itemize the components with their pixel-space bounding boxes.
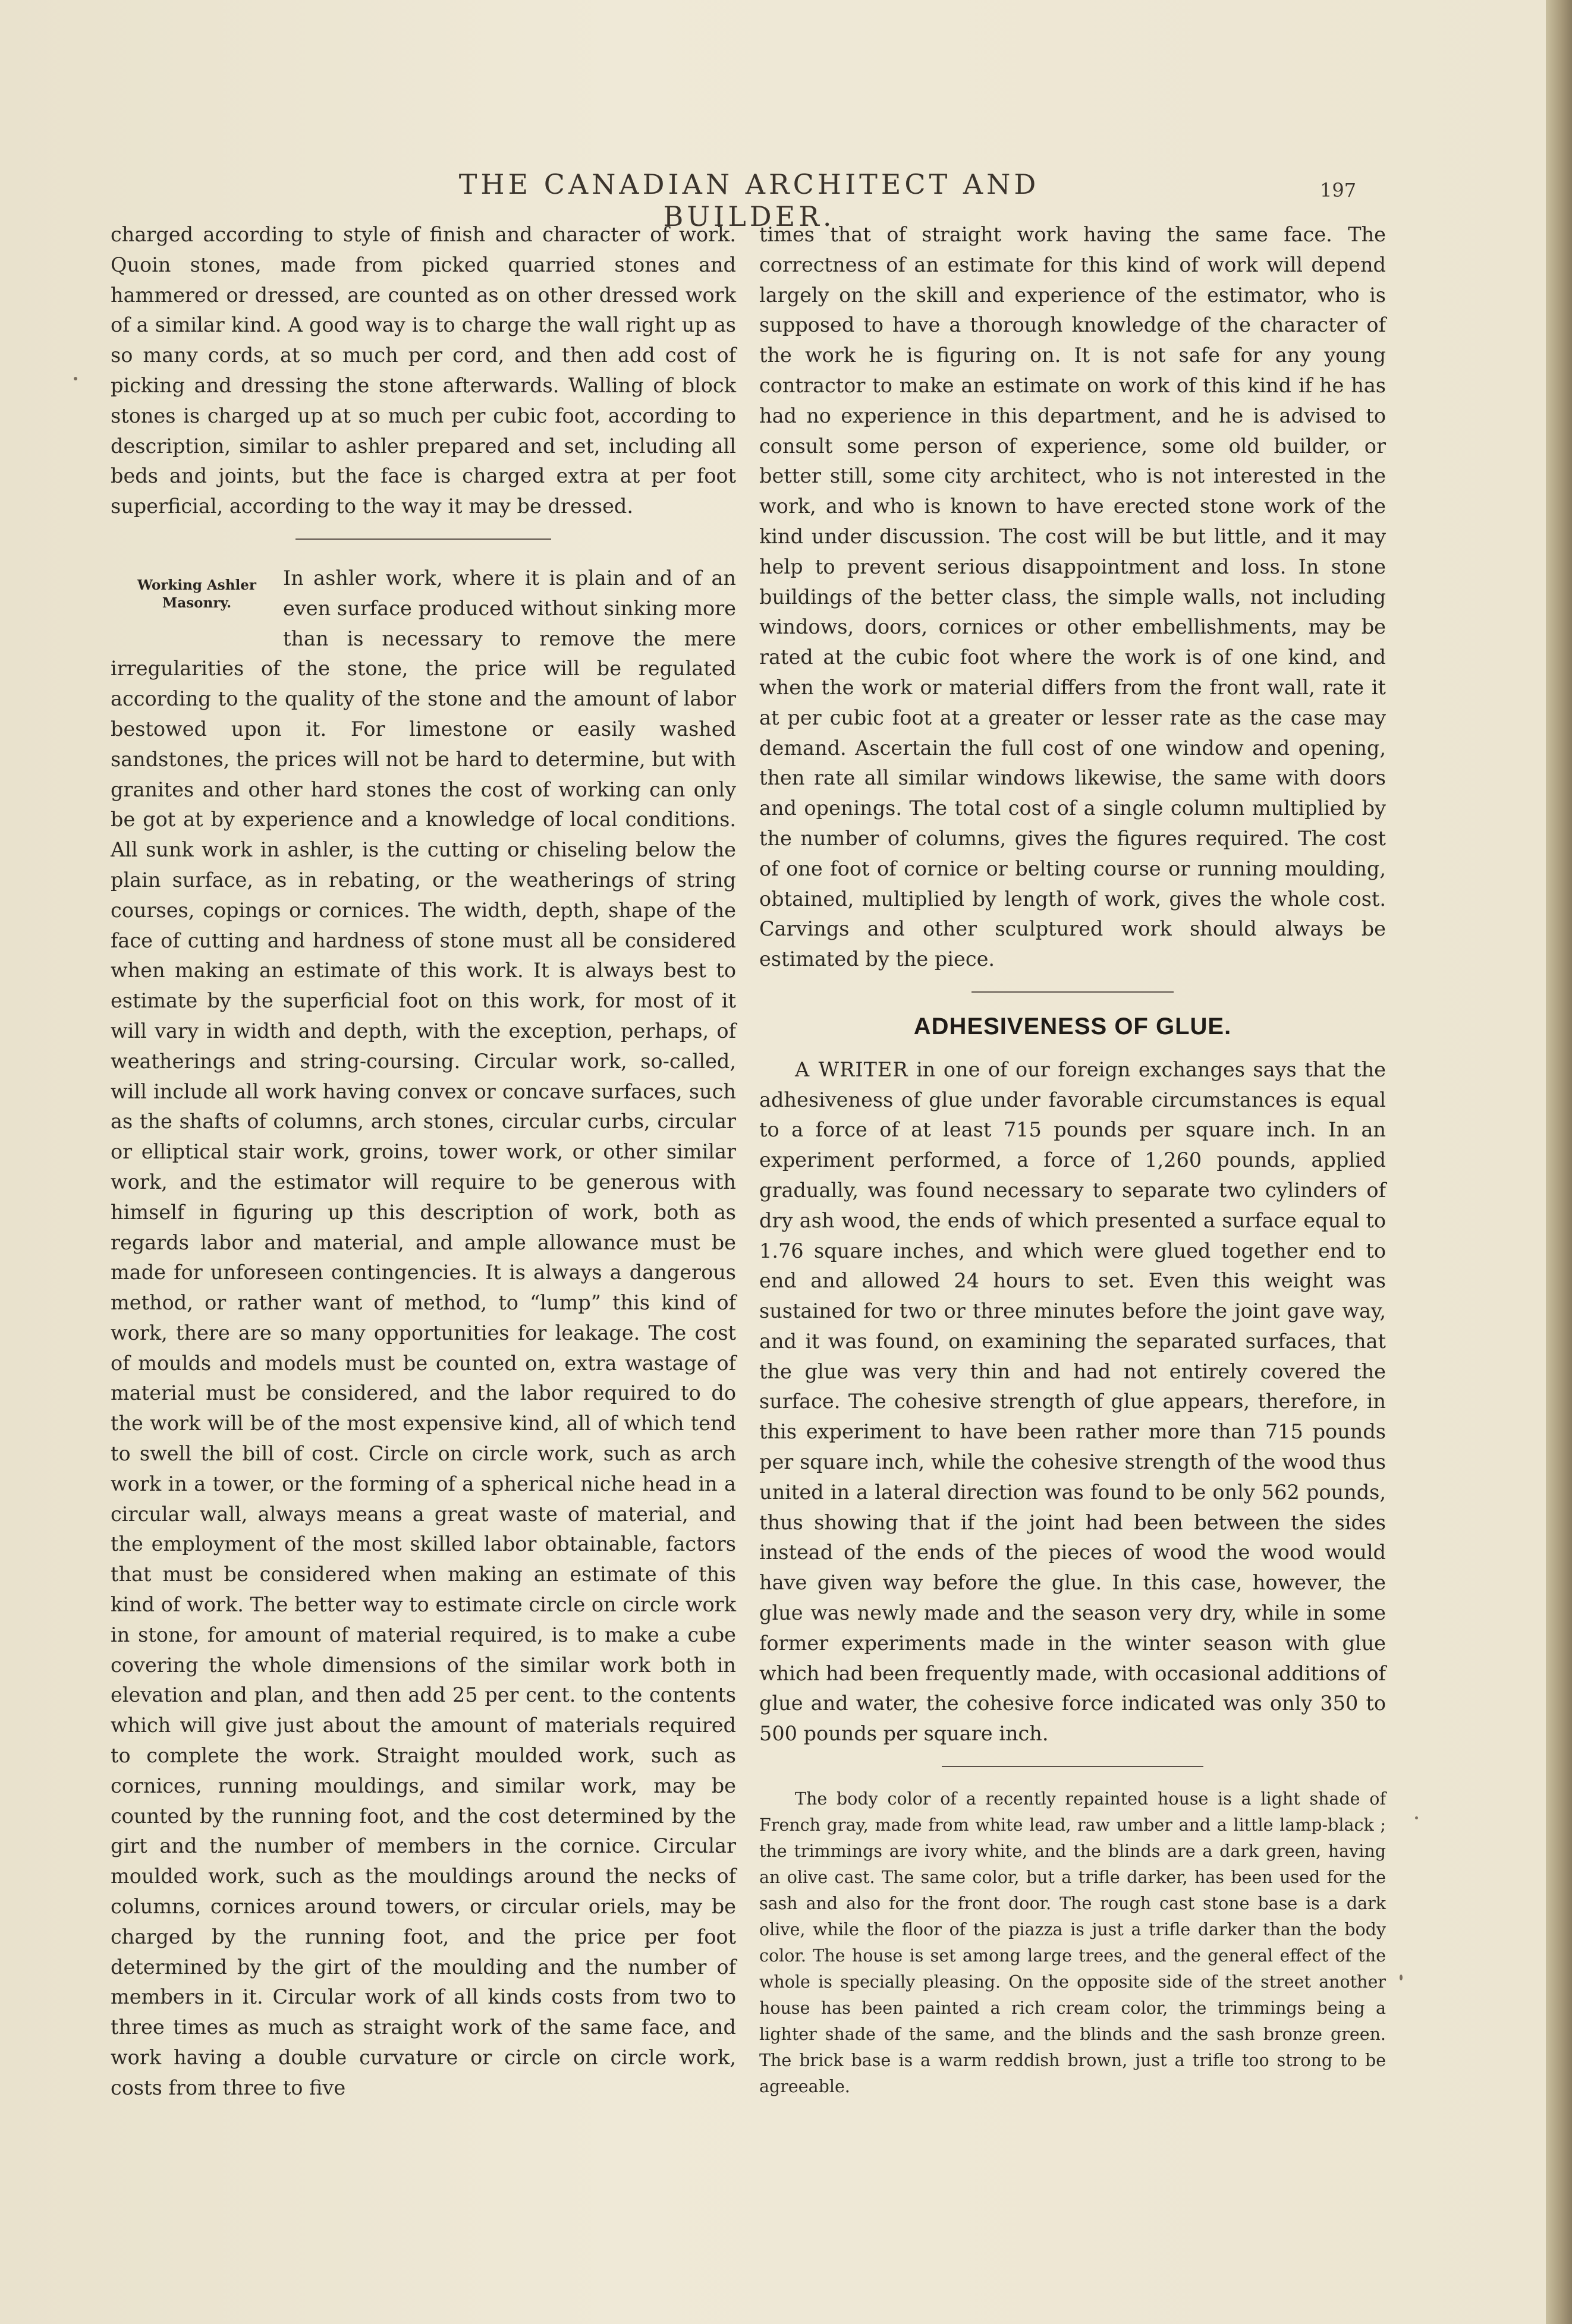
- side-heading-line: Masonry.: [162, 594, 232, 611]
- section-rule: [295, 539, 551, 540]
- side-heading: [111, 563, 283, 642]
- side-heading-line: Working Ashler: [137, 577, 256, 593]
- continued-paragraph: times that of straight work having the same face. The correctness of an estimate for this kind of work will depend largely on the skill and experience of the estimator, who is supposed to have a thorough knowledge of the character of the work he is figuring on. It is not safe for any young contractor to make an estimate on work of this kind if he has had no experience in this department, and he is advised to consult some person of experience, some old builder, or better still, some city architect, who is not interested in the work, and who is known to have erected stone work of the kind under discussion. The cost will be but little, and it may help to prevent serious disappointment and loss. In stone buildings of the better class, the simple walls, not including windows, doors, cornices or other embellishments, may be rated at the cubic foot where the work is of one kind, and when the work or material differs from the front wall, rate it at per cubic foot at a greater or lesser rate as the case may demand. Ascertain the full cost of one window and opening, then rate all similar windows likewise, the same with doors and openings. The total cost of a single column multiplied by the number of columns, gives the figures required. The cost of one foot of cornice or belting course or running moulding, obtained, multiplied by length of work, gives the whole cost. Carvings and other sculptured work should always be estimated by the piece.: [759, 223, 1386, 971]
- section-rule: [972, 991, 1174, 993]
- page-number: 197: [1320, 179, 1357, 201]
- first-words: A WRITER: [795, 1057, 908, 1081]
- ashler-paragraph: In ashler work, where it is plain and of an even surface produced without sinking more than is necessary to remove the mere irregularities of the stone, the price will be regulated according to the quality of the stone and the amount of labor bestowed upon it. For limestone or easily washed sandstones, the prices will not be hard to determine, but with granites and other hard stones the cost of working can only be got at by experience and a knowledge of local conditions. All sunk work in ashler, is the cutting or chiseling below the plain surface, as in rebating, or the weatherings of string courses, copings or cornices. The width, depth, shape of the face of cutting and hardness of stone must all be considered when making an estimate of this work. It is always best to estimate by the superficial foot on this work, for most of it will vary in width and depth, with the exception, perhaps, of weatherings and string-coursing. Circular work, so-called, will include all work having convex or concave surfaces, such as the shafts of columns, arch stones, circular curbs, circular or elliptical stair work, groins, tower work, or other similar work, and the estimator will require to be generous with himself in figuring up this description of work, both as regards labor and material, and ample allowance must be made for unforeseen contingencies. It is always a dangerous method, or rather want of method, to “lump” this kind of work, there are so many opportunities for leakage. The cost of moulds and models must be counted on, extra wastage of material must be considered, and the labor required to do the work will be of the most expensive kind, all of which tend to swell the bill of cost. Circle on circle work, such as arch work in a tower, or the forming of a spherical niche head in a circular wall, always means a great waste of material, and the employment of the most skilled labor obtainable, factors that must be considered when making an estimate of this kind of work. The better way to estimate circle on circle work in stone, for amount of material required, is to make a cube covering the whole dimensions of the similar work both in elevation and plan, and then add 25 per cent. to the contents which will give just about the amount of materials required to complete the work. Straight moulded work, such as cornices, running mouldings, and similar work, may be counted by the running foot, and the cost determined by the girt and the number of members in the cornice. Circular moulded work, such as the mouldings around the necks of columns, cornices around towers, or circular oriels, may be charged by the running foot, and the price per foot determined by the girt of the moulding and the number of members in it. Circular work of all kinds costs from two to three times as much as straight work of the same face, and work having a double curvature or circle on circle work, costs from three to five: [111, 566, 736, 2099]
- journal-title: THE CANADIAN ARCHITECT AND BUILDER.: [458, 168, 1040, 232]
- left-column: [111, 220, 736, 2103]
- paper-speck: [1415, 1816, 1418, 1819]
- glue-text: in one of our foreign exchanges says that the adhesiveness of glue under favorable circumstances is equal to a force of at least 715 pounds per square inch. In an experiment performed, a force of 1,260 pounds, applied gradually, was found necessary to separate two cylinders of dry ash wood, the ends of which presented a surface equal to 1.76 square inches, and which were glued together end to end and allowed 24 hours to set. Even this weight was sustained for two or three minutes before the joint gave way, and it was found, on examining the separated surfaces, that the glue was very thin and had not entirely covered the surface. The cohesive strength of glue appears, therefore, in this experiment to have been rather more than 715 pounds per square inch, while the cohesive strength of the wood thus united in a lateral direction was found to be only 562 pounds, thus showing that if the joint had been between the sides instead of the ends of the pieces of wood the wood would have given way before the glue. In this case, however, the glue was newly made and the season very dry, while in some former experiments made in the winter season with glue which had been frequently made, with occasional additions of glue and water, the cohesive force indicated was only 350 to 500 pounds per square inch.: [759, 1057, 1386, 1746]
- page-binding-edge: [1546, 0, 1572, 2324]
- article-heading: ADHESIVENESS OF GLUE.: [913, 1013, 1232, 1040]
- running-head: [0, 168, 1546, 232]
- house-color-note: The body color of a recently repainted house is a light shade of French gray, made from white lead, raw umber and a little lamp-black ; the trimmings are ivory white, and the blinds are a dark green, having an olive cast. The same color, but a trifle darker, has been used for the sash and also for the front door. The rough cast stone base is a dark olive, while the floor of the piazza is just a trifle darker than the body color. The house is set among large trees, and the general effect of the whole is specially pleasing. On the opposite side of the street another house has been painted a rich cream color, the trimmings being a lighter shade of the same, and the blinds and the sash bronze green. The brick base is a warm reddish brown, just a trifle too strong to be agreeable.: [759, 1789, 1386, 2097]
- opening-paragraph: charged according to style of finish and character of work. Quoin stones, made from picked quarried stones and hammered or dressed, are counted as on other dressed work of a similar kind. A good way is to charge the wall right up as so many cords, at so much per cord, and then add cost of picking and dressing the stone afterwards. Walling of block stones is charged up at so much per cubic foot, according to description, similar to ashler prepared and set, including all beds and joints, but the face is charged extra at per foot superficial, according to the way it may be dressed.: [111, 223, 736, 518]
- right-column: [759, 220, 1386, 2100]
- ashler-section: [111, 559, 736, 2103]
- paper-speck: [74, 377, 77, 380]
- glue-paragraph: [759, 1055, 1386, 1749]
- section-rule: [942, 1766, 1203, 1767]
- paper-speck: [1400, 1975, 1403, 1980]
